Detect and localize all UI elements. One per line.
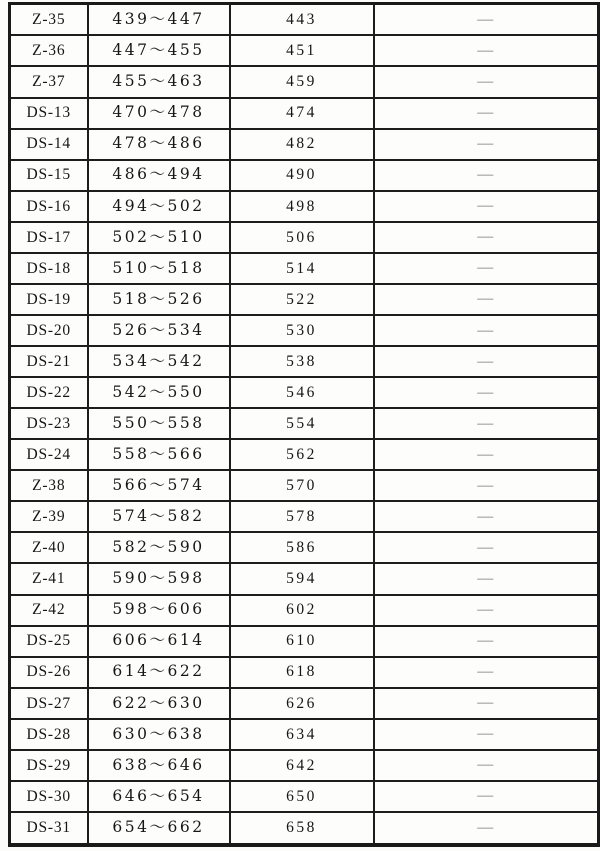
model-id-cell: DS-23	[10, 408, 88, 439]
range-cell: 470～478	[88, 98, 230, 129]
table-row	[10, 532, 599, 563]
range-cell: 486～494	[88, 160, 230, 191]
model-id-cell: DS-27	[10, 688, 88, 719]
range-cell: 550～558	[88, 408, 230, 439]
center-value-cell: 546	[230, 377, 374, 408]
model-id-cell: DS-19	[10, 284, 88, 315]
table-row	[10, 812, 599, 845]
note-dash-cell: —	[374, 253, 599, 284]
table-row	[10, 408, 599, 439]
range-cell: 455～463	[88, 66, 230, 97]
range-cell: 518～526	[88, 284, 230, 315]
range-cell: 606～614	[88, 626, 230, 657]
model-id-cell: Z-37	[10, 66, 88, 97]
table-row	[10, 346, 599, 377]
table-row	[10, 688, 599, 719]
model-id-cell: DS-21	[10, 346, 88, 377]
center-value-cell: 482	[230, 129, 374, 160]
note-dash-cell: —	[374, 470, 599, 501]
model-id-cell: DS-31	[10, 812, 88, 845]
note-dash-cell: —	[374, 501, 599, 532]
model-id-cell: Z-36	[10, 35, 88, 66]
range-cell: 494～502	[88, 191, 230, 222]
model-range-table	[8, 2, 600, 847]
note-dash-cell: —	[374, 750, 599, 781]
range-cell: 447～455	[88, 35, 230, 66]
center-value-cell: 610	[230, 626, 374, 657]
table-row	[10, 4, 599, 36]
range-cell: 574～582	[88, 501, 230, 532]
note-dash-cell: —	[374, 377, 599, 408]
center-value-cell: 562	[230, 439, 374, 470]
center-value-cell: 522	[230, 284, 374, 315]
model-id-cell: DS-18	[10, 253, 88, 284]
note-dash-cell: —	[374, 66, 599, 97]
center-value-cell: 626	[230, 688, 374, 719]
table-row	[10, 253, 599, 284]
note-dash-cell: —	[374, 563, 599, 594]
table-row	[10, 439, 599, 470]
center-value-cell: 634	[230, 719, 374, 750]
range-cell: 439～447	[88, 4, 230, 36]
table-row	[10, 595, 599, 626]
note-dash-cell: —	[374, 781, 599, 812]
table-row	[10, 750, 599, 781]
note-dash-cell: —	[374, 408, 599, 439]
model-id-cell: Z-35	[10, 4, 88, 36]
note-dash-cell: —	[374, 4, 599, 36]
table-row	[10, 501, 599, 532]
center-value-cell: 554	[230, 408, 374, 439]
model-id-cell: DS-26	[10, 657, 88, 688]
table-row	[10, 657, 599, 688]
table-row	[10, 315, 599, 346]
model-id-cell: Z-39	[10, 501, 88, 532]
center-value-cell: 498	[230, 191, 374, 222]
range-cell: 614～622	[88, 657, 230, 688]
range-cell: 582～590	[88, 532, 230, 563]
model-id-cell: DS-22	[10, 377, 88, 408]
center-value-cell: 618	[230, 657, 374, 688]
model-id-cell: DS-30	[10, 781, 88, 812]
table-body	[10, 4, 599, 846]
table-row	[10, 781, 599, 812]
note-dash-cell: —	[374, 98, 599, 129]
table-row	[10, 129, 599, 160]
center-value-cell: 650	[230, 781, 374, 812]
range-cell: 598～606	[88, 595, 230, 626]
center-value-cell: 474	[230, 98, 374, 129]
table-row	[10, 35, 599, 66]
center-value-cell: 602	[230, 595, 374, 626]
center-value-cell: 506	[230, 222, 374, 253]
range-cell: 646～654	[88, 781, 230, 812]
center-value-cell: 490	[230, 160, 374, 191]
range-cell: 654～662	[88, 812, 230, 845]
table-row	[10, 66, 599, 97]
note-dash-cell: —	[374, 812, 599, 845]
model-id-cell: DS-28	[10, 719, 88, 750]
model-id-cell: DS-24	[10, 439, 88, 470]
range-cell: 558～566	[88, 439, 230, 470]
table-row	[10, 191, 599, 222]
note-dash-cell: —	[374, 626, 599, 657]
range-cell: 502～510	[88, 222, 230, 253]
model-id-cell: Z-40	[10, 532, 88, 563]
range-cell: 510～518	[88, 253, 230, 284]
note-dash-cell: —	[374, 688, 599, 719]
model-id-cell: DS-17	[10, 222, 88, 253]
table-row	[10, 719, 599, 750]
note-dash-cell: —	[374, 346, 599, 377]
model-id-cell: DS-20	[10, 315, 88, 346]
center-value-cell: 459	[230, 66, 374, 97]
note-dash-cell: —	[374, 532, 599, 563]
note-dash-cell: —	[374, 657, 599, 688]
center-value-cell: 451	[230, 35, 374, 66]
table-row	[10, 626, 599, 657]
note-dash-cell: —	[374, 191, 599, 222]
model-id-cell: DS-25	[10, 626, 88, 657]
range-cell: 542～550	[88, 377, 230, 408]
table-row	[10, 222, 599, 253]
model-id-cell: DS-15	[10, 160, 88, 191]
range-cell: 566～574	[88, 470, 230, 501]
note-dash-cell: —	[374, 222, 599, 253]
range-cell: 526～534	[88, 315, 230, 346]
model-id-cell: DS-16	[10, 191, 88, 222]
note-dash-cell: —	[374, 595, 599, 626]
model-id-cell: DS-14	[10, 129, 88, 160]
center-value-cell: 530	[230, 315, 374, 346]
range-cell: 638～646	[88, 750, 230, 781]
model-id-cell: DS-13	[10, 98, 88, 129]
table-row	[10, 563, 599, 594]
center-value-cell: 642	[230, 750, 374, 781]
table-row	[10, 160, 599, 191]
model-id-cell: Z-42	[10, 595, 88, 626]
note-dash-cell: —	[374, 35, 599, 66]
center-value-cell: 658	[230, 812, 374, 845]
range-cell: 534～542	[88, 346, 230, 377]
range-cell: 630～638	[88, 719, 230, 750]
note-dash-cell: —	[374, 439, 599, 470]
model-id-cell: Z-38	[10, 470, 88, 501]
range-cell: 590～598	[88, 563, 230, 594]
center-value-cell: 570	[230, 470, 374, 501]
note-dash-cell: —	[374, 129, 599, 160]
table-row	[10, 377, 599, 408]
note-dash-cell: —	[374, 315, 599, 346]
note-dash-cell: —	[374, 719, 599, 750]
table-row	[10, 470, 599, 501]
range-cell: 622～630	[88, 688, 230, 719]
model-id-cell: DS-29	[10, 750, 88, 781]
center-value-cell: 443	[230, 4, 374, 36]
center-value-cell: 514	[230, 253, 374, 284]
model-id-cell: Z-41	[10, 563, 88, 594]
table-row	[10, 284, 599, 315]
center-value-cell: 586	[230, 532, 374, 563]
range-cell: 478～486	[88, 129, 230, 160]
table-row	[10, 98, 599, 129]
note-dash-cell: —	[374, 284, 599, 315]
center-value-cell: 578	[230, 501, 374, 532]
note-dash-cell: —	[374, 160, 599, 191]
center-value-cell: 594	[230, 563, 374, 594]
center-value-cell: 538	[230, 346, 374, 377]
